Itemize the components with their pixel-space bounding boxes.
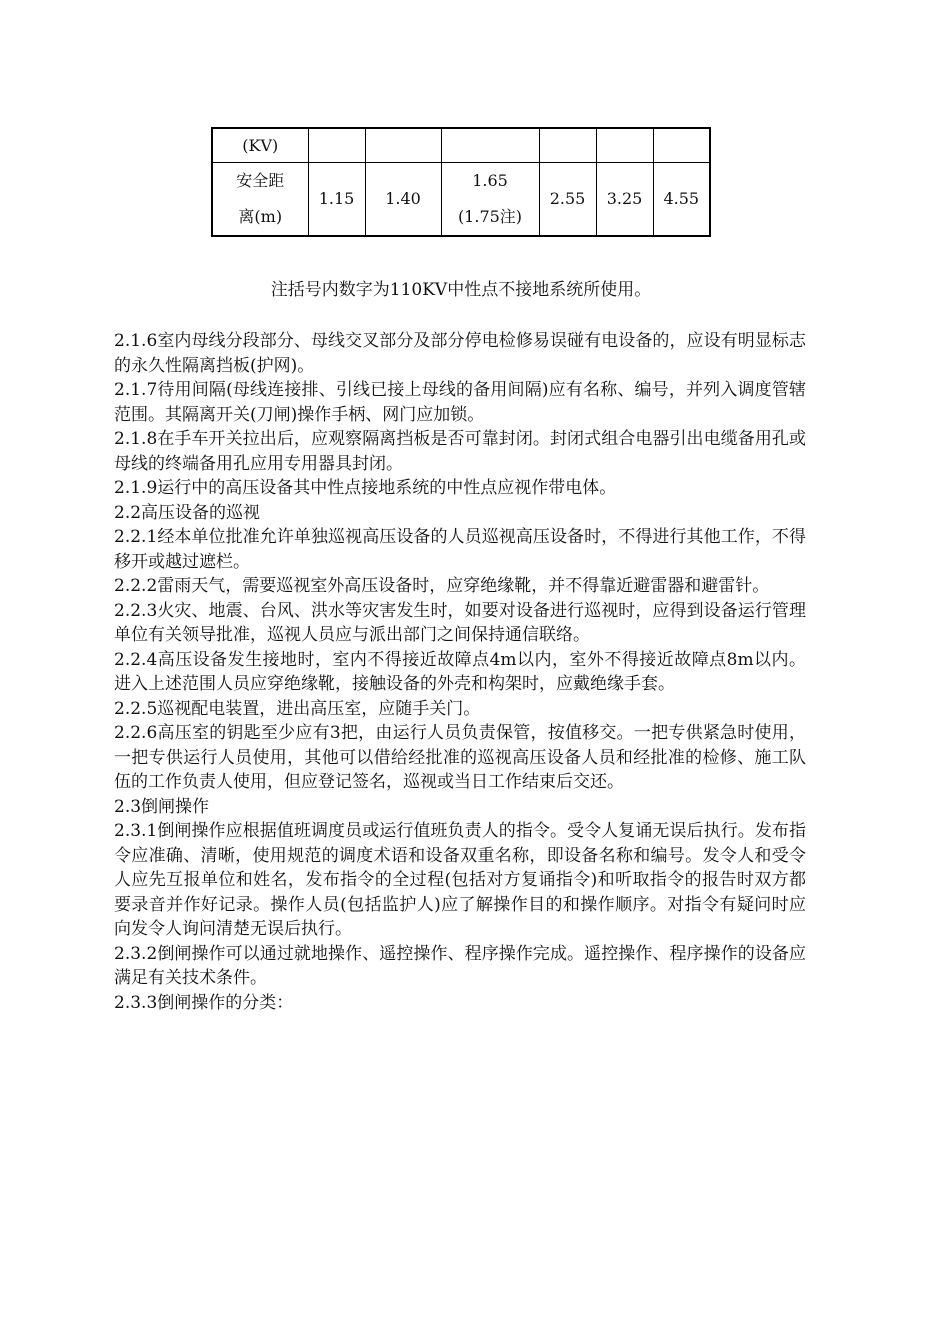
table-note: 注括号内数字为110KV中性点不接地系统所使用。	[270, 280, 652, 300]
table-cell: 4.55	[653, 163, 710, 237]
table-cell	[441, 128, 539, 163]
paragraph: 2.3.1倒闸操作应根据值班调度员或运行值班负责人的指令。受令人复诵无误后执行。发布指令应准确、清晰，使用规范的调度术语和设备双重名称，即设备名称和编号。发令人和受令人应先互报单位和姓名，发布指令的全过程(包括对方复诵指令)和听取指令的报告时双方都要录音并作好记录。操作人员(包括监护人)应了解操作目的和操作顺序。对指令有疑问时应向发令人询问清楚无误后执行。	[114, 821, 806, 939]
table-cell: 1.40	[365, 163, 441, 237]
paragraph: 2.3.2倒闸操作可以通过就地操作、遥控操作、程序操作完成。遥控操作、程序操作的设备应满足有关技术条件。	[114, 943, 806, 988]
table-cell: 2.55	[539, 163, 596, 237]
table-cell: 1.15	[308, 163, 365, 237]
paragraph: 2.1.8在手车开关拉出后，应观察隔离挡板是否可靠封闭。封闭式组合电器引出电缆备用孔或母线的终端备用孔应用专用器具封闭。	[114, 429, 806, 474]
safety-distance-table	[211, 127, 711, 237]
table-cell	[653, 128, 710, 163]
paragraph: 2.2.1经本单位批准允许单独巡视高压设备的人员巡视高压设备时，不得进行其他工作，不得移开或越过遮栏。	[114, 527, 806, 572]
table-cell	[365, 128, 441, 163]
paragraph: 2.2.5巡视配电装置，进出高压室，应随手关门。	[114, 698, 481, 719]
table-cell: 3.25	[596, 163, 653, 237]
table-cell	[539, 128, 596, 163]
table-row-distance	[212, 163, 710, 237]
section-heading: 2.3倒闸操作	[114, 796, 210, 817]
table-cell: 1.65 (1.75注)	[441, 163, 539, 237]
table-cell: 安全距离(m)	[212, 163, 308, 237]
table-row-voltage	[212, 128, 710, 163]
paragraph: 2.1.9运行中的高压设备其中性点接地系统的中性点应视作带电体。	[114, 478, 617, 498]
table-cell	[596, 128, 653, 163]
paragraph: 2.2.6高压室的钥匙至少应有3把，由运行人员负责保管，按值移交。一把专供紧急时使用，一把专供运行人员使用，其他可以借给经批准的巡视高压设备人员和经批准的检修、施工队伍的工作负责人使用，但应登记签名，巡视或当日工作结束后交还。	[114, 723, 806, 792]
paragraph: 2.2.4高压设备发生接地时，室内不得接近故障点4m以内，室外不得接近故障点8m以内。进入上述范围人员应穿绝缘靴，接触设备的外壳和构架时，应戴绝缘手套。	[114, 649, 806, 694]
table-cell: (KV)	[212, 128, 308, 163]
section-heading: 2.2高压设备的巡视	[114, 502, 261, 523]
paragraph: 2.2.3火灾、地震、台风、洪水等灾害发生时，如要对设备进行巡视时，应得到设备运行管理单位有关领导批准，巡视人员应与派出部门之间保持通信联络。	[114, 600, 806, 645]
paragraph: 2.3.3倒闸操作的分类：	[114, 992, 294, 1013]
paragraph: 2.2.2雷雨天气，需要巡视室外高压设备时，应穿绝缘靴，并不得靠近避雷器和避雷针。	[114, 576, 770, 596]
paragraph: 2.1.7待用间隔(母线连接排、引线已接上母线的备用间隔)应有名称、编号，并列入调度管辖范围。其隔离开关(刀闸)操作手柄、网门应加锁。	[114, 380, 806, 425]
paragraph: 2.1.6室内母线分段部分、母线交叉部分及部分停电检修易误碰有电设备的，应设有明显标志的永久性隔离挡板(护网)。	[114, 331, 806, 376]
table-cell	[308, 128, 365, 163]
body-text	[114, 329, 806, 1015]
